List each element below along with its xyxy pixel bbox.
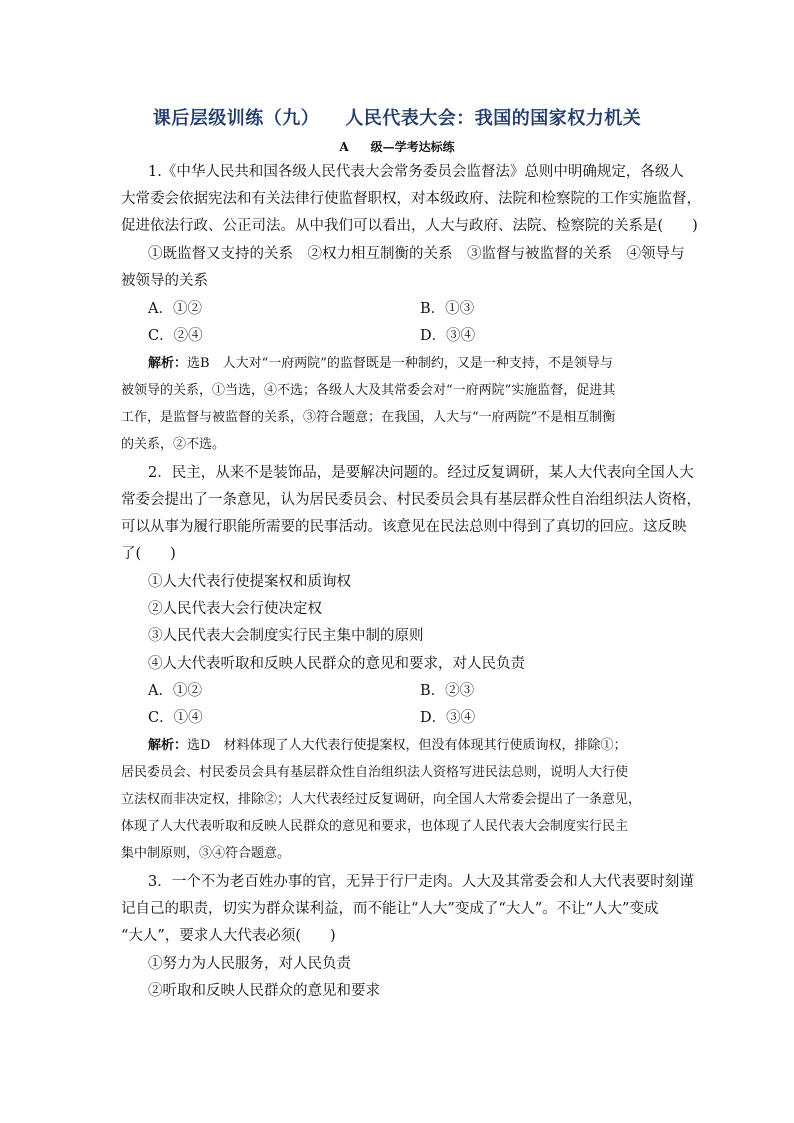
subtitle-text: 级—学考达标练 [370, 140, 455, 154]
subtitle-level: A [339, 140, 349, 154]
q2-explanation-text: 选D 材料体现了人大代表行使提案权，但没有体现其行使质询权，排除①； [187, 738, 627, 753]
q2-item: ③人民代表大会制度实行民主集中制的原则 [148, 628, 424, 644]
q2-stem-line: 了( ) [121, 546, 176, 562]
q2-option-c: C．①④ [148, 710, 203, 726]
q2-option-a: A．①② [148, 683, 202, 699]
q3-item: ②听取和反映人民群众的意见和要求 [148, 983, 380, 999]
q2-stem-line: 2．民主，从来不是装饰品，是要解决问题的。经过反复调研，某人大代表向全国人大 [148, 465, 694, 481]
q1-explanation-label: 解析： [148, 356, 188, 371]
q3-item: ①努力为人民服务，对人民负责 [148, 956, 351, 972]
q1-option-a: A．①② [148, 301, 202, 317]
title-right: 人民代表大会：我国的国家权力机关 [345, 108, 642, 129]
q1-explanation-line: 的关系，②不选。 [121, 437, 226, 452]
q1-explanation-line: 工作，是监督与被监督的关系，③符合题意；在我国，人大与“一府两院”不是相互制衡 [121, 410, 616, 425]
q1-option-d: D．③④ [420, 328, 476, 344]
q1-stem-line: 1.《中华人民共和国各级人民代表大会常务委员会监督法》总则中明确规定，各级人 [148, 164, 684, 180]
q1-choices-line: 被领导的关系 [121, 273, 208, 289]
q2-option-b: B．②③ [420, 683, 475, 699]
q2-explanation-line: 集中制原则，③④符合题意。 [121, 846, 291, 861]
q2-stem-line: 常委会提出了一条意见，认为居民委员会、村民委员会具有基层群众性自治组织法人资格， [121, 492, 701, 508]
q1-choices-line: ①既监督又支持的关系 ②权力相互制衡的关系 ③监督与被监督的关系 ④领导与 [148, 246, 685, 262]
q2-explanation-label: 解析： [148, 738, 188, 753]
title-left: 课后层级训练（九） [152, 108, 320, 129]
q2-explanation-line: 居民委员会、村民委员会具有基层群众性自治组织法人资格写进民法总则，说明人大行使 [121, 765, 629, 780]
q1-option-b: B．①③ [420, 301, 475, 317]
q2-explanation-line: 体现了人大代表听取和反映人民群众的意见和要求，也体现了人民代表大会制度实行民主 [121, 819, 629, 834]
page-title [0, 104, 794, 130]
q3-stem-line: 记自己的职责，切实为群众谋利益，而不能让“人大”变成了“大人”。不让“人大”变成 [121, 901, 659, 917]
q1-stem-line: 大常委会依据宪法和有关法律行使监督职权，对本级政府、法院和检察院的工作实施监督， [121, 191, 701, 207]
q2-stem-line: 可以从事为履行职能所需要的民事活动。该意见在民法总则中得到了真切的回应。这反映 [121, 519, 687, 535]
q2-item: ④人大代表听取和反映人民群众的意见和要求，对人民负责 [148, 656, 525, 672]
q3-stem-line: “大人”，要求人大代表必须( ) [121, 928, 336, 944]
q2-explanation-line [148, 736, 626, 756]
q2-explanation-line: 立法权而非决定权，排除②；人大代表经过反复调研，向全国人大常委会提出了一条意见， [121, 792, 642, 807]
q2-item: ①人大代表行使提案权和质询权 [148, 574, 351, 590]
section-subtitle [0, 138, 794, 155]
q1-explanation-line [148, 354, 613, 374]
q1-stem-line: 促进依法行政、公正司法。从中我们可以看出，人大与政府、法院、检察院的关系是( ) [121, 218, 698, 234]
q1-option-c: C．②④ [148, 328, 203, 344]
q2-option-d: D．③④ [420, 710, 476, 726]
q1-explanation-line: 被领导的关系，①当选，④不选；各级人大及其常委会对“一府两院”实施监督，促进其 [121, 383, 616, 398]
q2-item: ②人民代表大会行使决定权 [148, 601, 322, 617]
q1-explanation-text: 选B 人大对“一府两院”的监督既是一种制约，又是一种支持，不是领导与 [187, 356, 613, 371]
q3-stem-line: 3．一个不为老百姓办事的官，无异于行尸走肉。人大及其常委会和人大代表要时刻谨 [148, 874, 694, 890]
